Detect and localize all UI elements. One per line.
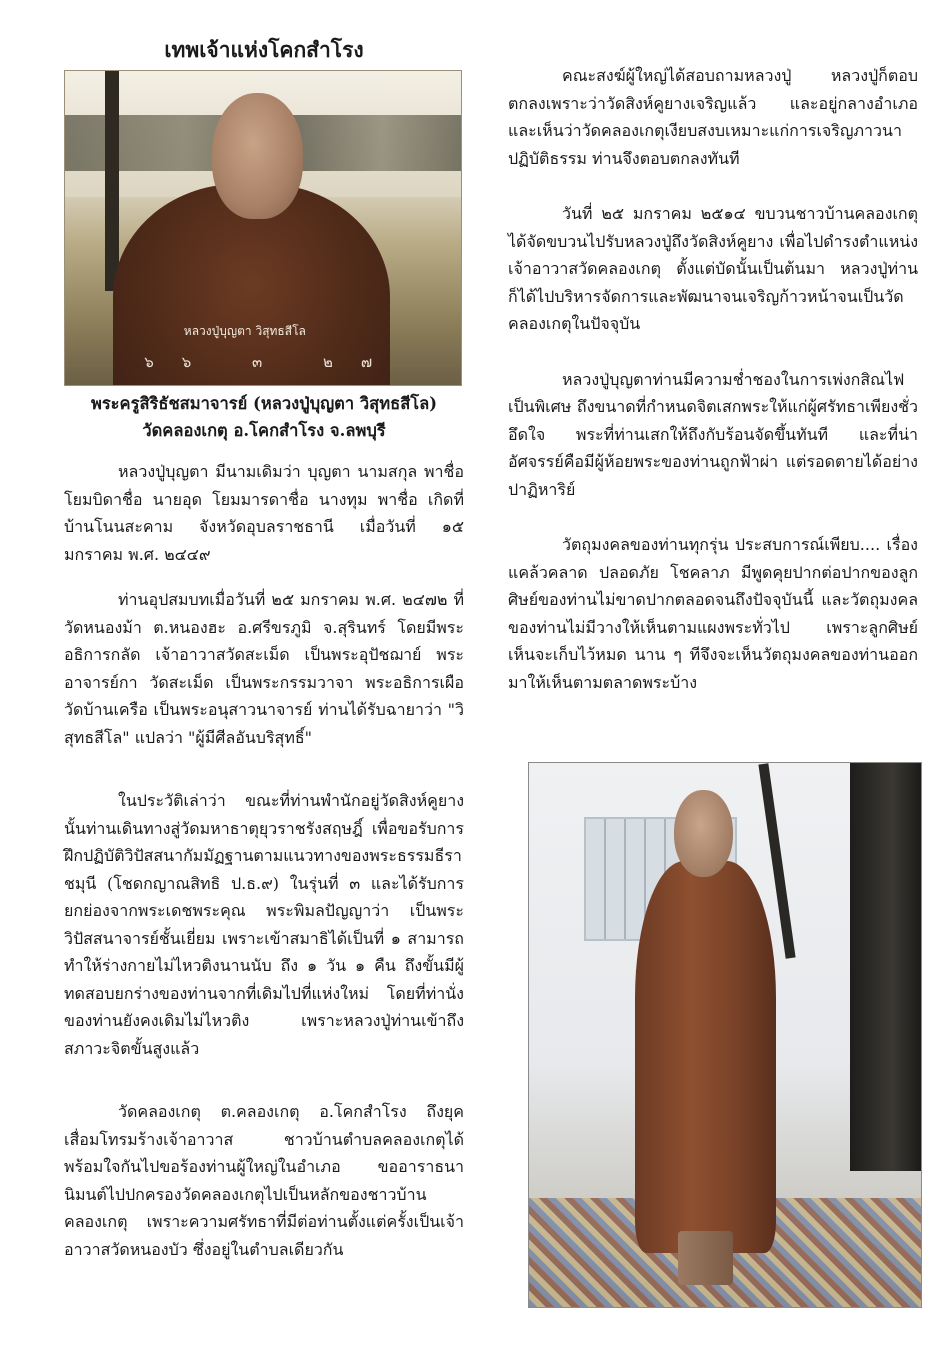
subcaption-line1: พระครูสิริธัชสมาจารย์ (หลวงปู่บุญตา วิสุทธสีโล): [90, 394, 438, 413]
paragraph: คณะสงฆ์ผู้ใหญ่ได้สอบถามหลวงปู่ หลวงปู่ก็ตอบตกลงเพราะว่าวัดสิงห์คูยางเจริญแล้ว และอยู่กลางอำเภอ และเห็นว่าวัดคลองเกตุเงียบสงบเหมาะแก่การเจริญภาวนาปฏิบัติธรรม ท่านจึงตอบตกลงทันที: [508, 66, 918, 168]
paragraph: วัตถุมงคลของท่านทุกรุ่น ประสบการณ์เพียบ.... เรื่องแคล้วคลาด ปลอดภัย โชคลาภ มีพูดคุยปากต่อปากของลูกศิษย์ของท่านไม่ขาดปากตลอดจนถึงปัจจุบันนี้ และวัตถุมงคลของท่านไม่มีวางให้เห็นตามแผงพระทั่วไป เพราะลูกศิษย์เห็นจะเก็บไว้หมด นาน ๆ ทีจึงจะเห็นวัตถุมงคลของท่านออกมาให้เห็นตามตลาดพระบ้าง: [508, 535, 918, 692]
paragraph: หลวงปู่บุญตา มีนามเดิมว่า บุญตา นามสกุล พาชื่อ โยมบิดาชื่อ นายอุด โยมมารดาชื่อ นางทุม พาชื่อ เกิดที่บ้านโนนสะคาม จังหวัดอุบลราชธานี เมื่อวันที่ ๑๕ มกราคม พ.ศ. ๒๔๔๙: [64, 462, 464, 564]
photo-handwriting: ๖๖ ๓ ๒๗: [144, 353, 401, 372]
photo-subcaption: [54, 390, 474, 444]
paragraph: หลวงปู่บุญตาท่านมีความช่ำชองในการเพ่งกสิณไฟเป็นพิเศษ ถึงขนาดที่กำหนดจิตเสกพระให้แก่ผู้ศรัทธาเพียงชั่วอึดใจ พระที่ท่านเสกให้ถึงกับร้อนจัดขึ้นทันที และที่น่าอัศจรรย์คือมีผู้ห้อยพระของท่านถูกฟ้าผ่า แต่รอดตายได้อย่างปาฏิหาริย์: [508, 369, 918, 499]
paragraph: วัดคลองเกตุ ต.คลองเกตุ อ.โคกสำโรง ถึงยุคเสื่อมโทรมร้างเจ้าอาวาส ชาวบ้านตำบลคลองเกตุได้พร้อมใจกันไปขอร้องท่านผู้ใหญ่ในอำเภอ ขออาราธนานิมนต์ไปปกครองวัดคลองเกตุไปเป็นหลักของชาวบ้านคลองเกตุ เพราะความศรัทธาที่มีต่อท่านตั้งแต่ครั้งเป็นเจ้าอาวาสวัดหนองบัว ซึ่งอยู่ในตำบลเดียวกัน: [64, 1102, 464, 1259]
paragraph: ในประวัติเล่าว่า ขณะที่ท่านพำนักอยู่วัดสิงห์คูยาง นั้นท่านเดินทางสู่วัดมหาธาตุยุวราชรังสฤษฎิ์ เพื่อขอรับการฝึกปฏิบัติวิปัสสนากัมมัฏฐานตามแนวทางของพระธรรมธีราชมุนี (โชดกญาณสิทธิ ป.ธ.๙) ในรุ่นที่ ๓ และได้รับการยกย่องจากพระเดชพระคุณ พระพิมลปัญญาว่า เป็นพระวิปัสสนาจารย์ชั้นเยี่ยม เพราะเข้าสมาธิได้เป็นที่ ๑ สามารถทำให้ร่างกายไม่ไหวติงนานนับ ถึง ๑ วัน ๑ คืน ถึงขั้นมีผู้ทดสอบยกร่างของท่านจากที่เดิมไปที่แห่งใหม่ โดยที่ท่านั่งของท่านยังคงเดิมไม่ไหวติง เพราะหลวงปู่ท่านเข้าถึงสภาวะจิตขั้นสูงแล้ว: [64, 791, 464, 1058]
right-column: [508, 62, 918, 714]
photo-robe: [635, 861, 776, 1253]
photo-post: [105, 71, 119, 291]
photo-head: [674, 790, 733, 877]
paragraph: วันที่ ๒๕ มกราคม ๒๕๑๔ ขบวนชาวบ้านคลองเกตุ ได้จัดขบวนไปรับหลวงปู่ถึงวัดสิงห์คูยาง เพื่อไปดำรงตำแหน่งเจ้าอาวาสวัดคลองเกตุ ตั้งแต่บัดนั้นเป็นต้นมา หลวงปู่ท่านก็ได้ไปบริหารจัดการและพัฒนาจนเจริญก้าวหน้าจนเป็นวัดคลองเกตุในปัจจุบัน: [508, 204, 918, 333]
photo-caption: หลวงปู่บุญตา วิสุทธสีโล: [183, 324, 306, 339]
photo-tree: [850, 763, 921, 1171]
paragraph: ท่านอุปสมบทเมื่อวันที่ ๒๕ มกราคม พ.ศ. ๒๔๗๒ ที่วัดหนองม้า ต.หนองฮะ อ.ศรีขรภูมิ จ.สุรินทร์ โดยมีพระอธิการกลัด เจ้าอาวาสวัดสะเม็ด เป็นพระอุปัชฌาย์ พระอาจารย์กา วัดสะเม็ด เป็นพระกรรมวาจา พระอธิการเผือ วัดบ้านเครือ เป็นพระอนุสาวนาจารย์ ท่านได้รับฉายาว่า "วิสุทธสีโล" แปลว่า "ผู้มีศีลอันบริสุทธิ์": [64, 590, 464, 747]
photo-legs: [678, 1231, 733, 1285]
subcaption-line2: วัดคลองเกตุ อ.โคกสำโรง จ.ลพบุรี: [142, 421, 386, 440]
left-column: [64, 36, 464, 1281]
page-title: เทพเจ้าแห่งโคกสำโรง: [164, 37, 364, 62]
portrait-photo-seated: [64, 70, 462, 386]
photo-head: [212, 93, 303, 219]
portrait-photo-standing: [528, 762, 922, 1308]
